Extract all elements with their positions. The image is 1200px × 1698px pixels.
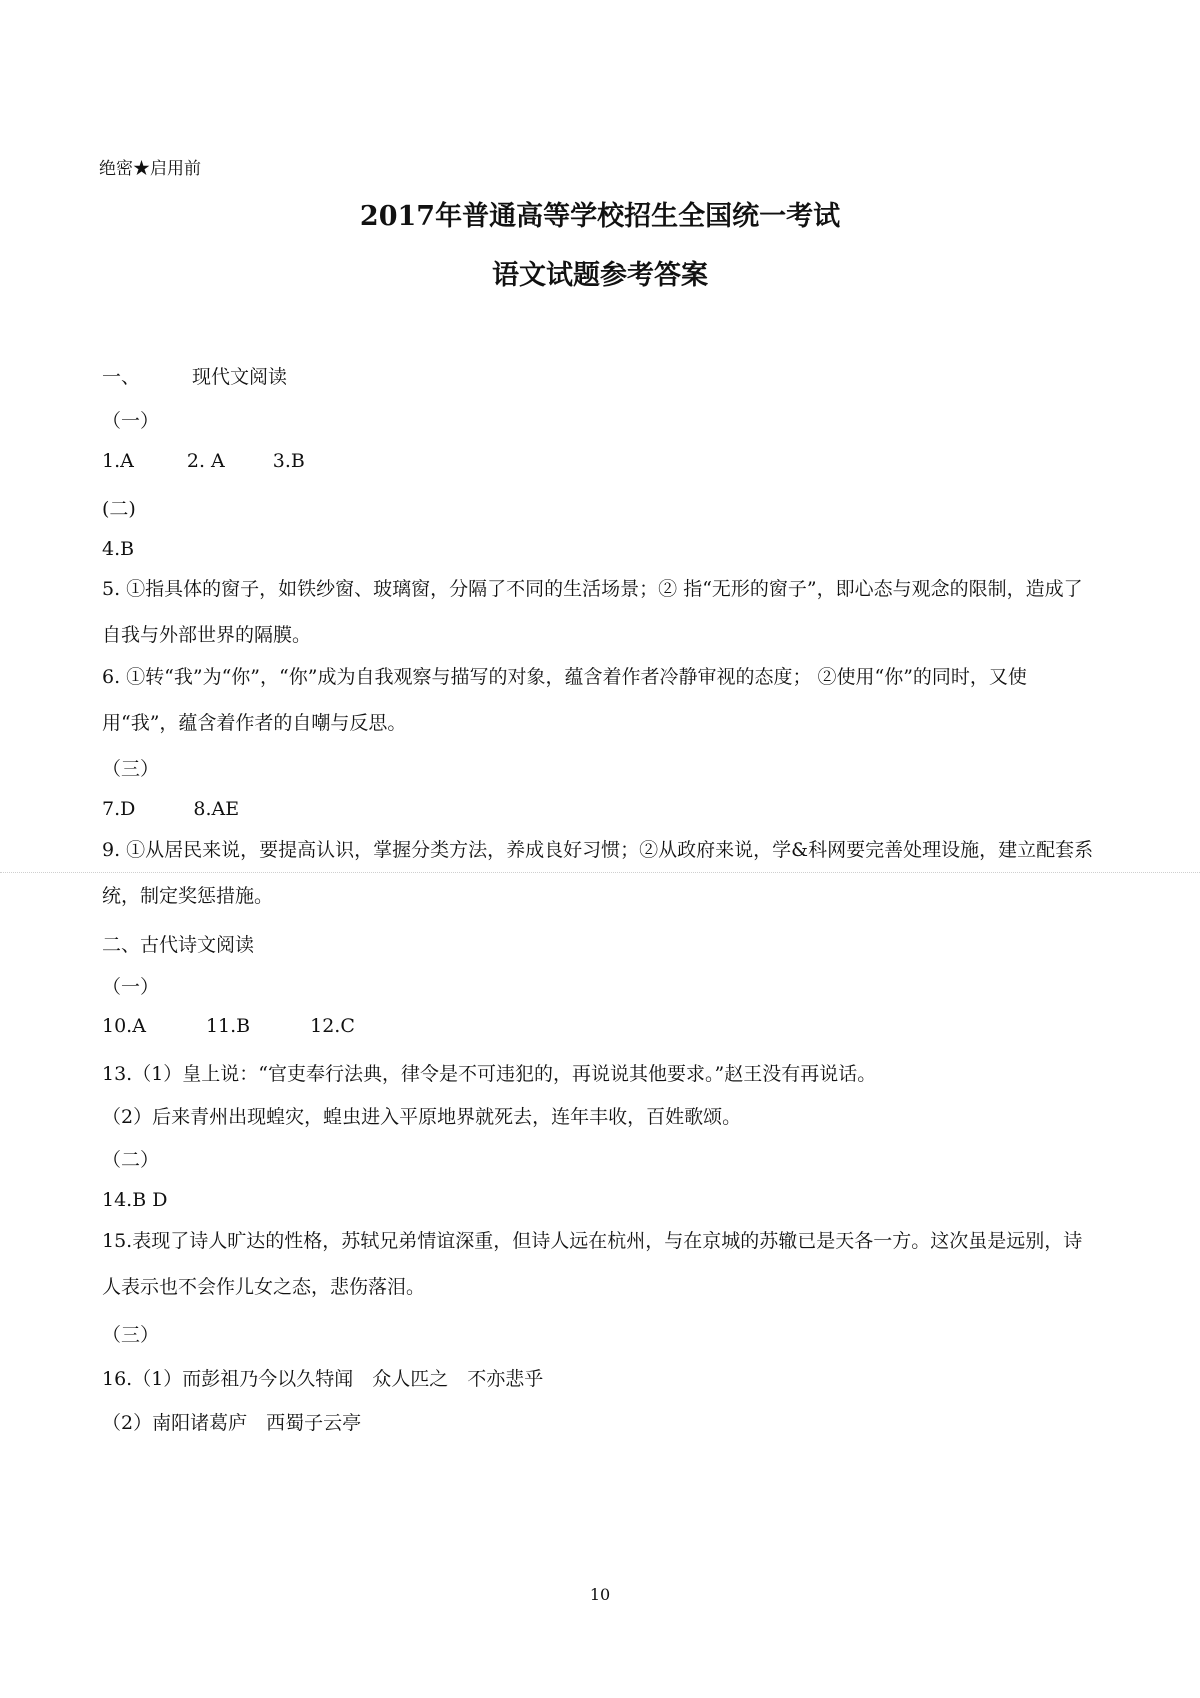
section2-part2-label: （二） <box>102 1149 160 1171</box>
answer-12: 12.C <box>310 1015 355 1037</box>
section1-part2-label: (二) <box>102 498 136 520</box>
answer-5: 5. ①指具体的窗子，如铁纱窗、玻璃窗，分隔了不同的生活场景；② 指“无形的窗子”，即心态与观念的限制，造成了自我与外部世界的隔膜。 <box>102 578 1083 646</box>
section2-part3-label: （三） <box>102 1324 160 1346</box>
answer-11: 11.B <box>205 1015 251 1037</box>
answer-3: 3.B <box>272 450 305 472</box>
section1-part1-label: （一） <box>102 410 160 432</box>
section2-heading: 二、古代诗文阅读 <box>102 934 255 956</box>
answer-7: 7.D <box>102 798 136 820</box>
page-number: 10 <box>589 1585 611 1604</box>
answer-13-1: 13.（1）皇上说：“官吏奉行法典，律令是不可违犯的，再说说其他要求。”赵王没有再说话。 <box>102 1063 877 1085</box>
answers-row-7-8 <box>102 798 239 820</box>
section1-part3-label: （三） <box>102 758 160 780</box>
answer-4: 4.B <box>102 538 135 560</box>
section1-heading-num: 一、 <box>102 366 141 388</box>
confidential-mark: 绝密★启用前 <box>99 159 201 179</box>
answer-6: 6. ①转“我”为“你”，“你”成为自我观察与描写的对象，蕴含着作者冷静审视的态度； ②使用“你”的同时，又使用“我”，蕴含着作者的自嘲与反思。 <box>102 666 1027 734</box>
answer-15: 15.表现了诗人旷达的性格，苏轼兄弟情谊深重，但诗人远在杭州，与在京城的苏辙已是天各一方。这次虽是远别，诗人表示也不会作儿女之态，悲伤落泪。 <box>102 1230 1083 1298</box>
section1-heading-text: 现代文阅读 <box>192 366 288 388</box>
answer-2: 2. A <box>186 450 225 472</box>
section2-part1-label: （一） <box>102 976 160 998</box>
answer-13-2: （2）后来青州出现蝗灾，蝗虫进入平原地界就死去，连年丰收，百姓歌颂。 <box>102 1106 742 1128</box>
answer-8: 8.AE <box>193 798 240 820</box>
section1-heading <box>102 362 287 389</box>
answer-9: 9. ①从居民来说，要提高认识，掌握分类方法，养成良好习惯；②从政府来说，学&科网要完善处理设施，建立配套系统，制定奖惩措施。 <box>102 839 1094 907</box>
answer-1: 1.A <box>102 450 134 472</box>
answers-row-1-3 <box>102 450 305 472</box>
answers-row-10-12 <box>102 1015 355 1037</box>
answer-16-2: （2）南阳诸葛庐 西蜀子云亭 <box>102 1412 362 1434</box>
answer-14: 14.B D <box>102 1189 168 1211</box>
answer-key-title: 语文试题参考答案 <box>492 260 708 291</box>
answer-10: 10.A <box>102 1015 146 1037</box>
answer-16-1: 16.（1）而彭祖乃今以久特闻 众人匹之 不亦悲乎 <box>102 1368 544 1390</box>
exam-title: 2017年普通高等学校招生全国统一考试 <box>359 201 841 232</box>
